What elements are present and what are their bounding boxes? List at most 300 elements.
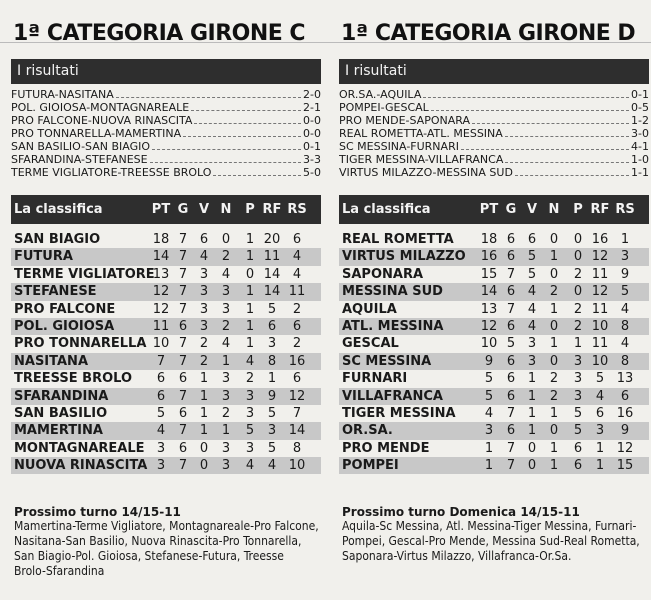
result-match: SAN BASILIO-SAN BIAGIO	[11, 140, 151, 153]
table-row	[339, 370, 649, 387]
stat-cell: 0	[573, 232, 583, 247]
result-match: SC MESSINA-FURNARI	[339, 140, 459, 153]
table-row	[11, 335, 321, 352]
result-score: 0-1	[303, 140, 321, 153]
stat-cell: 7	[506, 405, 516, 421]
table-row	[339, 318, 649, 335]
stat-cell: 7	[178, 284, 188, 300]
stat-cell: 4	[527, 318, 537, 334]
dotted-leader	[152, 149, 301, 150]
stat-cell: 16	[480, 249, 498, 265]
stat-cell: 6	[527, 232, 537, 247]
result-match: TIGER MESSINA-VILLAFRANCA	[339, 153, 504, 166]
stat-cell: 6	[506, 318, 516, 334]
girone-c-title: 1ª CATEGORIA GIRONE C	[13, 21, 306, 46]
result-row	[11, 127, 321, 140]
dotted-leader	[423, 97, 629, 98]
team-name: NUOVA RINASCITA	[14, 458, 148, 474]
stat-cell: 4	[620, 301, 630, 317]
dotted-leader	[213, 175, 301, 176]
stat-cell: 1	[527, 388, 537, 404]
stat-cell: 4	[245, 353, 255, 369]
stat-cell: 1	[527, 405, 537, 421]
stat-cell: 3	[199, 266, 209, 282]
stat-cell: 3	[595, 423, 605, 439]
stat-cell: 15	[480, 266, 498, 282]
table-row	[339, 301, 649, 318]
result-match: VIRTUS MILAZZO-MESSINA SUD	[339, 166, 513, 179]
stat-cell: 4	[620, 336, 630, 352]
stat-cell: 2	[292, 336, 302, 352]
girone-c-results-header: I risultati	[11, 59, 321, 84]
stat-cell: 12	[152, 301, 170, 317]
result-score: 2-0	[303, 88, 321, 101]
stat-cell: 2	[549, 284, 559, 300]
girone-d-standings-header	[339, 195, 649, 224]
result-match: TERME VIGLIATORE-TREESSE BROLO	[11, 166, 212, 179]
stat-cell: 6	[178, 405, 188, 421]
stat-cell: 6	[178, 371, 188, 387]
result-match: PRO FALCONE-NUOVA RINASCITA	[11, 114, 193, 127]
table-row	[339, 231, 649, 248]
stat-cell: 3	[527, 336, 537, 352]
stat-cell: 6	[506, 353, 516, 369]
column-header: RF	[262, 202, 282, 217]
team-name: TREESSE BROLO	[14, 371, 133, 387]
stat-cell: 0	[199, 440, 209, 456]
result-row	[339, 88, 649, 101]
stat-cell: 1	[620, 232, 630, 247]
team-name: PRO TONNARELLA	[14, 336, 147, 352]
stat-cell: 3	[221, 371, 231, 387]
stat-cell: 3	[620, 249, 630, 265]
table-row	[339, 248, 649, 265]
stat-cell: 5	[620, 284, 630, 300]
stat-cell: 4	[221, 336, 231, 352]
stat-cell: 1	[221, 423, 231, 439]
stat-cell: 7	[506, 458, 516, 474]
stat-cell: 6	[292, 371, 302, 387]
stat-cell: 7	[178, 423, 188, 439]
result-row	[339, 140, 649, 153]
stat-cell: 7	[178, 353, 188, 369]
stat-cell: 7	[506, 301, 516, 317]
column-header: P	[245, 202, 255, 217]
stat-cell: 2	[245, 371, 255, 387]
stat-cell: 3	[221, 301, 231, 317]
stat-cell: 2	[221, 249, 231, 265]
result-match: POL. GIOIOSA-MONTAGNAREALE	[11, 101, 190, 114]
stat-cell: 1	[527, 423, 537, 439]
stat-cell: 1	[595, 458, 605, 474]
stat-cell: 2	[221, 405, 231, 421]
stat-cell: 3	[156, 458, 166, 474]
stat-cell: 2	[573, 266, 583, 282]
stat-cell: 9	[620, 266, 630, 282]
team-name: VILLAFRANCA	[342, 388, 443, 404]
girone-d-next-round-title: Prossimo turno Domenica 14/15-11	[342, 505, 580, 519]
stat-cell: 1	[267, 371, 277, 387]
result-score: 5-0	[303, 166, 321, 179]
stat-cell: 6	[506, 371, 516, 387]
stat-cell: 1	[245, 249, 255, 265]
stat-cell: 1	[199, 371, 209, 387]
stat-cell: 1	[549, 249, 559, 265]
stat-cell: 13	[616, 371, 634, 387]
stat-cell: 5	[267, 405, 277, 421]
result-score: 2-1	[303, 101, 321, 114]
team-name: AQUILA	[342, 301, 397, 317]
stat-cell: 6	[199, 232, 209, 247]
stat-cell: 4	[245, 458, 255, 474]
team-name: PRO MENDE	[342, 440, 430, 456]
result-row	[339, 101, 649, 114]
result-score: 0-1	[631, 88, 649, 101]
stat-cell: 13	[152, 266, 170, 282]
table-row	[339, 440, 649, 457]
stat-cell: 14	[288, 423, 306, 439]
stat-cell: 7	[506, 440, 516, 456]
team-name: ATL. MESSINA	[342, 318, 444, 334]
stat-cell: 6	[506, 423, 516, 439]
result-score: 1-2	[631, 114, 649, 127]
stat-cell: 6	[506, 284, 516, 300]
stat-cell: 1	[484, 440, 494, 456]
table-row	[339, 457, 649, 474]
stat-cell: 6	[506, 249, 516, 265]
stat-cell: 0	[573, 284, 583, 300]
stat-cell: 1	[549, 336, 559, 352]
team-name: GESCAL	[342, 336, 399, 352]
stat-cell: 10	[152, 336, 170, 352]
team-name: MONTAGNAREALE	[14, 440, 145, 456]
table-row	[11, 353, 321, 370]
column-header: N	[220, 202, 232, 217]
girone-c-results-list	[11, 88, 321, 179]
stat-cell: 6	[178, 440, 188, 456]
girone-c-standings-header	[11, 195, 321, 224]
table-row	[11, 248, 321, 265]
stat-cell: 5	[527, 266, 537, 282]
table-row	[11, 301, 321, 318]
stat-cell: 3	[527, 353, 537, 369]
stat-cell: 1	[245, 232, 255, 247]
stat-cell: 5	[527, 249, 537, 265]
table-row	[11, 318, 321, 335]
stat-cell: 3	[245, 440, 255, 456]
result-row	[11, 88, 321, 101]
result-row	[11, 114, 321, 127]
result-row	[11, 153, 321, 166]
team-name: TERME VIGLIATORE	[14, 266, 155, 282]
stat-cell: 6	[506, 232, 516, 247]
result-row	[339, 166, 649, 179]
stat-cell: 7	[178, 388, 188, 404]
team-name: SAPONARA	[342, 266, 424, 282]
stat-cell: 6	[620, 388, 630, 404]
dotted-leader	[472, 123, 629, 124]
stat-cell: 1	[595, 440, 605, 456]
team-name: STEFANESE	[14, 284, 97, 300]
stat-cell: 11	[591, 336, 609, 352]
stat-cell: 11	[591, 266, 609, 282]
stat-cell: 3	[221, 440, 231, 456]
dotted-leader	[461, 149, 629, 150]
dotted-leader	[505, 162, 629, 163]
team-name: SC MESSINA	[342, 353, 432, 369]
column-header: PT	[151, 202, 171, 217]
table-row	[339, 422, 649, 439]
stat-cell: 4	[156, 423, 166, 439]
stat-cell: 8	[267, 353, 277, 369]
girone-d-results-header: I risultati	[339, 59, 649, 84]
stat-cell: 14	[152, 249, 170, 265]
stat-cell: 0	[549, 266, 559, 282]
table-row	[11, 405, 321, 422]
table-row	[11, 370, 321, 387]
stat-cell: 5	[484, 371, 494, 387]
team-name: SAN BASILIO	[14, 405, 108, 421]
stat-cell: 2	[549, 371, 559, 387]
table-row	[11, 440, 321, 457]
stat-cell: 16	[591, 232, 609, 247]
result-score: 3-0	[631, 127, 649, 140]
stat-cell: 0	[549, 423, 559, 439]
stat-cell: 11	[152, 318, 170, 334]
stat-cell: 8	[292, 440, 302, 456]
stat-cell: 12	[152, 284, 170, 300]
result-score: 4-1	[631, 140, 649, 153]
stat-cell: 3	[267, 423, 277, 439]
stat-cell: 5	[595, 371, 605, 387]
stat-cell: 3	[156, 440, 166, 456]
result-row	[339, 114, 649, 127]
stat-cell: 6	[595, 405, 605, 421]
team-name: SAN BIAGIO	[14, 232, 101, 247]
stat-cell: 6	[156, 371, 166, 387]
stat-cell: 1	[527, 371, 537, 387]
stat-cell: 12	[480, 318, 498, 334]
girone-c-standings-table	[11, 231, 321, 474]
stat-cell: 3	[484, 423, 494, 439]
standings-title: La classifica	[342, 202, 431, 217]
result-score: 3-3	[303, 153, 321, 166]
column-header: RS	[615, 202, 635, 217]
stat-cell: 7	[178, 232, 188, 247]
stat-cell: 0	[221, 232, 231, 247]
table-row	[11, 388, 321, 405]
stat-cell: 6	[267, 318, 277, 334]
column-header: G	[505, 202, 517, 217]
table-row	[11, 266, 321, 283]
dotted-leader	[194, 123, 301, 124]
stat-cell: 18	[152, 232, 170, 247]
table-row	[339, 405, 649, 422]
stat-cell: 1	[199, 423, 209, 439]
stat-cell: 6	[178, 318, 188, 334]
result-match: FUTURA-NASITANA	[11, 88, 114, 101]
stat-cell: 20	[263, 232, 281, 247]
stat-cell: 10	[591, 318, 609, 334]
stat-cell: 4	[221, 266, 231, 282]
column-header: G	[177, 202, 189, 217]
stat-cell: 3	[267, 336, 277, 352]
stat-cell: 4	[527, 301, 537, 317]
stat-cell: 8	[620, 353, 630, 369]
stat-cell: 3	[573, 388, 583, 404]
table-row	[339, 353, 649, 370]
stat-cell: 4	[267, 458, 277, 474]
stat-cell: 8	[620, 318, 630, 334]
stat-cell: 1	[549, 440, 559, 456]
stat-cell: 10	[591, 353, 609, 369]
result-match: PRO MENDE-SAPONARA	[339, 114, 470, 127]
table-row	[339, 283, 649, 300]
girone-c-next-round-title: Prossimo turno 14/15-11	[14, 505, 181, 519]
result-score: 0-5	[631, 101, 649, 114]
team-name: TIGER MESSINA	[342, 405, 456, 421]
result-score: 1-1	[631, 166, 649, 179]
stat-cell: 5	[267, 301, 277, 317]
stat-cell: 14	[263, 284, 281, 300]
stat-cell: 2	[549, 388, 559, 404]
stat-cell: 13	[480, 301, 498, 317]
team-name: FURNARI	[342, 371, 408, 387]
stat-cell: 0	[573, 249, 583, 265]
stat-cell: 7	[178, 249, 188, 265]
stat-cell: 3	[199, 284, 209, 300]
stat-cell: 11	[591, 301, 609, 317]
stat-cell: 7	[178, 266, 188, 282]
team-name: NASITANA	[14, 353, 89, 369]
stat-cell: 3	[573, 353, 583, 369]
result-score: 0-0	[303, 114, 321, 127]
stat-cell: 0	[199, 458, 209, 474]
stat-cell: 0	[549, 353, 559, 369]
stat-cell: 1	[245, 301, 255, 317]
team-name: SFARANDINA	[14, 388, 109, 404]
stat-cell: 7	[506, 266, 516, 282]
column-header: V	[198, 202, 210, 217]
stat-cell: 1	[549, 458, 559, 474]
dotted-leader	[505, 136, 629, 137]
stat-cell: 1	[245, 284, 255, 300]
column-header: V	[526, 202, 538, 217]
stat-cell: 1	[199, 388, 209, 404]
stat-cell: 14	[480, 284, 498, 300]
stat-cell: 10	[288, 458, 306, 474]
column-header: RS	[287, 202, 307, 217]
stat-cell: 1	[573, 336, 583, 352]
dotted-leader	[150, 162, 301, 163]
stat-cell: 1	[549, 405, 559, 421]
result-score: 1-0	[631, 153, 649, 166]
stat-cell: 12	[591, 249, 609, 265]
stat-cell: 1	[199, 405, 209, 421]
girone-d-results-list	[339, 88, 649, 179]
stat-cell: 12	[591, 284, 609, 300]
result-match: OR.SA.-AQUILA	[339, 88, 422, 101]
stat-cell: 11	[263, 249, 281, 265]
result-row	[11, 101, 321, 114]
team-name: VIRTUS MILAZZO	[342, 249, 466, 265]
team-name: MAMERTINA	[14, 423, 103, 439]
stat-cell: 1	[245, 336, 255, 352]
stat-cell: 3	[573, 371, 583, 387]
stat-cell: 10	[480, 336, 498, 352]
stat-cell: 3	[245, 405, 255, 421]
stat-cell: 4	[527, 284, 537, 300]
table-row	[11, 283, 321, 300]
stat-cell: 5	[573, 423, 583, 439]
table-row	[11, 457, 321, 474]
column-header: N	[548, 202, 560, 217]
dotted-leader	[116, 97, 301, 98]
stat-cell: 7	[178, 458, 188, 474]
result-match: SFARANDINA-STEFANESE	[11, 153, 148, 166]
dotted-leader	[431, 110, 629, 111]
stat-cell: 12	[288, 388, 306, 404]
stat-cell: 1	[221, 353, 231, 369]
stat-cell: 6	[573, 458, 583, 474]
stat-cell: 1	[245, 318, 255, 334]
stat-cell: 6	[156, 388, 166, 404]
stat-cell: 3	[199, 318, 209, 334]
girone-c-next-round-fixtures: Mamertina-Terme Vigliatore, Montagnareale-Pro Falcone, Nasitana-San Basilio, Nuova Rinascita-Pro Tonnarella, San Biagio-Pol. Gioiosa, Stefanese-Futura, Treesse Brolo-Sfarandina	[14, 519, 319, 578]
stat-cell: 3	[221, 458, 231, 474]
table-row	[339, 335, 649, 352]
stat-cell: 6	[292, 232, 302, 247]
dotted-leader	[515, 175, 629, 176]
stat-cell: 5	[573, 405, 583, 421]
stat-cell: 4	[199, 249, 209, 265]
table-row	[339, 266, 649, 283]
stat-cell: 9	[620, 423, 630, 439]
stat-cell: 7	[178, 301, 188, 317]
stat-cell: 9	[267, 388, 277, 404]
team-name: POL. GIOIOSA	[14, 318, 115, 334]
result-row	[339, 153, 649, 166]
stat-cell: 1	[549, 301, 559, 317]
stat-cell: 2	[199, 336, 209, 352]
table-row	[339, 388, 649, 405]
stat-cell: 5	[245, 423, 255, 439]
result-match: PRO TONNARELLA-MAMERTINA	[11, 127, 182, 140]
stat-cell: 18	[480, 232, 498, 247]
result-row	[339, 127, 649, 140]
team-name: FUTURA	[14, 249, 73, 265]
stat-cell: 9	[484, 353, 494, 369]
team-name: REAL ROMETTA	[342, 232, 454, 247]
stat-cell: 0	[549, 318, 559, 334]
stat-cell: 0	[527, 440, 537, 456]
girone-d-next-round-fixtures: Aquila-Sc Messina, Atl. Messina-Tiger Messina, Furnari-Pompei, Gescal-Pro Mende, Messina Sud-Real Rometta, Saponara-Virtus Milazzo, Villafranca-Or.Sa.	[342, 519, 640, 563]
stat-cell: 4	[292, 266, 302, 282]
result-score: 0-0	[303, 127, 321, 140]
stat-cell: 6	[573, 440, 583, 456]
result-match: REAL ROMETTA-ATL. MESSINA	[339, 127, 503, 140]
stat-cell: 5	[156, 405, 166, 421]
team-name: OR.SA.	[342, 423, 393, 439]
girone-d-standings-table	[339, 231, 649, 474]
table-row	[11, 422, 321, 439]
stat-cell: 6	[292, 318, 302, 334]
stat-cell: 15	[616, 458, 634, 474]
stat-cell: 12	[616, 440, 634, 456]
result-row	[11, 140, 321, 153]
column-header: P	[573, 202, 583, 217]
stat-cell: 11	[288, 284, 306, 300]
